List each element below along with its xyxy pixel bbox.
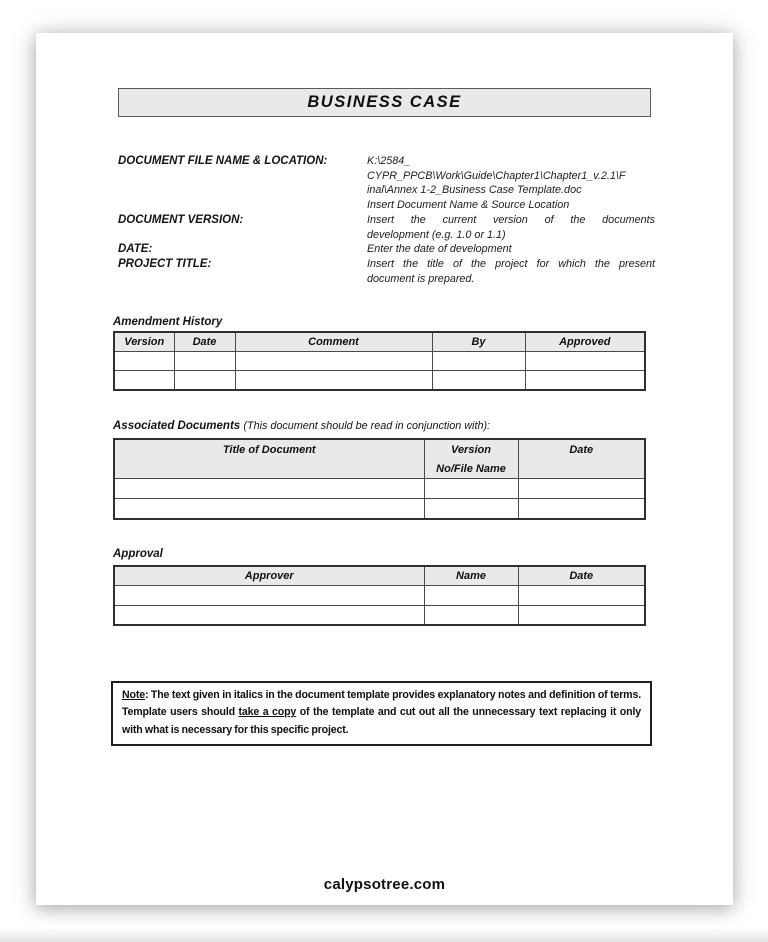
note-underlined-phrase: take a copy bbox=[238, 706, 297, 719]
version-label: DOCUMENT VERSION: bbox=[118, 213, 244, 226]
column-header-version: Version bbox=[114, 332, 174, 351]
note-label: Note bbox=[122, 689, 145, 701]
column-header-title-of-document: Title of Document bbox=[114, 439, 424, 479]
column-header-by: By bbox=[432, 332, 525, 351]
file-location-value bbox=[367, 154, 655, 213]
file-path-line: inal\Annex 1-2_Business Case Template.doc bbox=[367, 184, 582, 197]
approval-table bbox=[113, 565, 646, 626]
amendment-history-header-row bbox=[114, 332, 645, 351]
amendment-history-table bbox=[113, 331, 646, 391]
site-name: calypsotree.com bbox=[323, 876, 446, 893]
date-hint: Enter the date of development bbox=[367, 243, 512, 256]
empty-table-row bbox=[114, 370, 645, 390]
empty-table-row bbox=[114, 351, 645, 370]
note-text: : The text given in italics in the document template provides explanatory notes and definition of terms. Template users should bbox=[122, 689, 641, 719]
associated-documents-table bbox=[113, 438, 646, 520]
column-header-name: Name bbox=[424, 566, 518, 585]
bottom-edge-shadow bbox=[0, 928, 768, 942]
column-header-approved: Approved bbox=[525, 332, 645, 351]
document-page bbox=[36, 33, 733, 905]
column-header-date: Date bbox=[518, 439, 645, 479]
metadata-row-file-location bbox=[118, 154, 655, 213]
associated-documents-section bbox=[113, 420, 654, 520]
amendment-history-heading: Amendment History bbox=[113, 316, 223, 328]
column-header-date: Date bbox=[518, 566, 645, 585]
associated-documents-heading-note: (This document should be read in conjunction with): bbox=[243, 420, 491, 432]
empty-table-row bbox=[114, 479, 645, 499]
associated-documents-heading: Associated Documents (This document should be read in conjunction with): bbox=[113, 420, 491, 432]
note-box bbox=[111, 681, 652, 746]
file-location-label: DOCUMENT FILE NAME & LOCATION: bbox=[118, 155, 328, 167]
metadata-row-version bbox=[118, 213, 655, 242]
approval-header-row bbox=[114, 566, 645, 585]
metadata-section bbox=[118, 154, 655, 286]
approval-heading: Approval bbox=[113, 548, 163, 560]
metadata-row-date bbox=[118, 242, 655, 257]
date-label: DATE: bbox=[118, 243, 153, 256]
project-title-hint: Insert the title of the project for which the present document is prepared. bbox=[367, 257, 655, 285]
empty-table-row bbox=[114, 585, 645, 605]
site-footer bbox=[36, 876, 733, 894]
column-header-approver: Approver bbox=[114, 566, 424, 585]
empty-table-row bbox=[114, 605, 645, 625]
approval-section bbox=[113, 548, 654, 626]
file-path-line: K:\2584_ bbox=[367, 155, 411, 167]
document-title-bar bbox=[118, 88, 651, 117]
file-path-line: CYPR_PPCB\Work\Guide\Chapter1\Chapter1_v.2.1\F bbox=[367, 169, 626, 182]
version-hint: Insert the current version of the documents development (e.g. 1.0 or 1.1) bbox=[367, 213, 655, 241]
document-title: BUSINESS CASE bbox=[307, 93, 462, 111]
column-header-date: Date bbox=[174, 332, 235, 351]
note-text: of the template and cut out all the unnecessary text replacing it only with what is necessary for this specific project. bbox=[122, 706, 641, 736]
amendment-history-section bbox=[113, 316, 654, 391]
column-header-comment: Comment bbox=[235, 332, 432, 351]
associated-documents-header-row bbox=[114, 439, 645, 479]
file-location-hint: Insert Document Name & Source Location bbox=[367, 199, 570, 212]
empty-table-row bbox=[114, 499, 645, 519]
column-header-version-no-file-name: Version No/File Name bbox=[424, 439, 518, 479]
metadata-row-project-title bbox=[118, 257, 655, 286]
project-title-label: PROJECT TITLE: bbox=[118, 257, 212, 270]
